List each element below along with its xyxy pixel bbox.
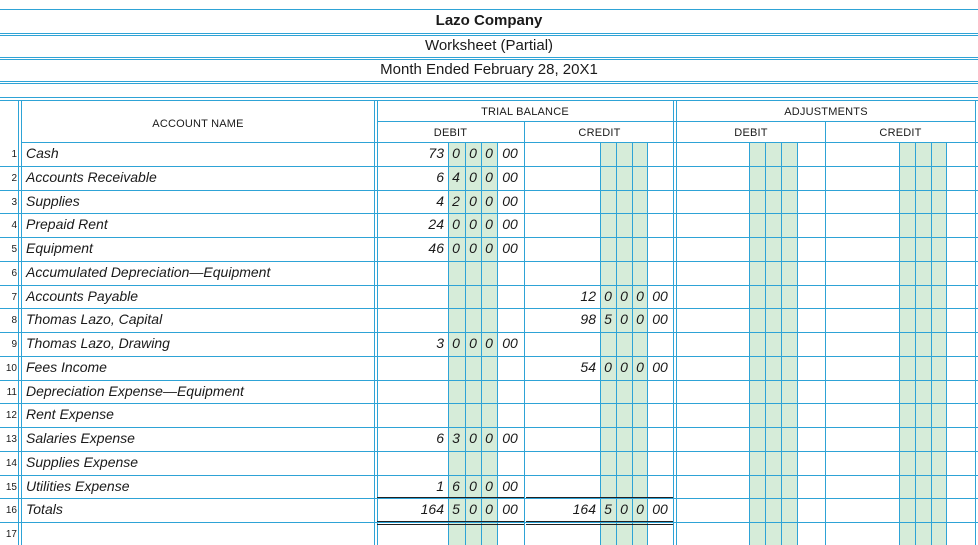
tb-debit-hundreds-digit: 0 (469, 478, 477, 494)
tb-debit-thousands: 1 (436, 478, 444, 494)
row-rule (0, 498, 978, 499)
account-name: Supplies (26, 193, 80, 209)
tb-debit-cents: 00 (502, 501, 518, 517)
tb-debit-sum-rule (377, 497, 524, 498)
tb-debit-hundreds-digit: 5 (452, 501, 460, 517)
tb-credit-thousands: 98 (580, 311, 596, 327)
account-name: Totals (26, 501, 63, 517)
account-name: Rent Expense (26, 406, 114, 422)
tb-debit-hundreds-digit: 0 (452, 216, 460, 232)
row-number: 11 (6, 387, 17, 398)
digit-rule (749, 142, 750, 545)
tb-credit-hundreds-digit: 0 (636, 501, 644, 517)
row-rule (0, 261, 978, 262)
tb-debit-hundreds-digit: 0 (469, 335, 477, 351)
account-name: Fees Income (26, 359, 107, 375)
account-name: Accounts Payable (26, 288, 139, 304)
digit-rule (647, 142, 648, 545)
tb-debit-thousands: 4 (436, 193, 444, 209)
row-rule (0, 213, 978, 214)
adjustments-header: ADJUSTMENTS (784, 106, 868, 118)
row-rule (0, 427, 978, 428)
row-number: 17 (5, 529, 17, 540)
row-rule (0, 380, 978, 381)
digit-rule (765, 142, 766, 545)
row-rule (0, 166, 978, 167)
tb-debit-thousands: 164 (420, 501, 444, 517)
tb-debit-hundreds-digit: 0 (469, 193, 477, 209)
account-name: Accounts Receivable (26, 169, 157, 185)
account-name: Depreciation Expense—Equipment (26, 383, 244, 399)
tb-debit-double-rule-2 (377, 524, 524, 525)
tb-credit-thousands: 54 (580, 359, 596, 375)
tb-credit-hundreds-digit: 0 (604, 288, 612, 304)
title-rule (0, 83, 978, 84)
tb-credit-cents: 00 (652, 311, 668, 327)
digit-rule (899, 142, 900, 545)
tb-credit-hundreds-digit: 0 (620, 501, 628, 517)
tb-credit-sum-rule (526, 497, 673, 498)
account-name: Thomas Lazo, Drawing (26, 335, 170, 351)
header-rule (0, 97, 978, 98)
account-name: Utilities Expense (26, 478, 130, 494)
tb-credit-hundreds-digit: 5 (604, 501, 612, 517)
header-bottom-rule (22, 142, 978, 143)
column-rule (673, 100, 674, 545)
header-rule (0, 100, 978, 101)
row-number: 14 (5, 458, 17, 469)
digit-band (600, 142, 647, 545)
tb-credit-cents: 00 (652, 359, 668, 375)
tb-debit-hundreds-digit: 0 (485, 335, 493, 351)
tb-debit-hundreds-digit: 0 (469, 145, 477, 161)
tb-debit-cents: 00 (502, 169, 518, 185)
row-number: 4 (11, 220, 17, 231)
row-number: 9 (11, 339, 17, 350)
account-name: Supplies Expense (26, 454, 139, 470)
row-rule (0, 308, 978, 309)
tb-debit-hundreds-digit: 3 (452, 430, 460, 446)
tb-debit-thousands: 46 (428, 240, 444, 256)
tb-debit-hundreds-digit: 0 (485, 193, 493, 209)
adj-credit-header: CREDIT (879, 127, 922, 139)
column-rule (21, 100, 22, 545)
tb-debit-hundreds-digit: 0 (469, 501, 477, 517)
column-rule (975, 100, 976, 545)
dc-divider (524, 121, 525, 545)
adj-debit-header: DEBIT (734, 127, 768, 139)
tb-credit-double-rule-2 (526, 524, 673, 525)
title-rule (0, 35, 978, 36)
digit-rule (632, 142, 633, 545)
row-number: 16 (5, 505, 17, 516)
dc-divider (825, 121, 826, 545)
row-number: 1 (11, 149, 17, 160)
row-rule (0, 237, 978, 238)
tb-credit-cents: 00 (652, 288, 668, 304)
tb-debit-cents: 00 (502, 478, 518, 494)
tb-credit-thousands: 12 (580, 288, 596, 304)
tb-credit-hundreds-digit: 0 (620, 288, 628, 304)
tb-debit-cents: 00 (502, 193, 518, 209)
row-number: 10 (5, 363, 17, 374)
row-number: 5 (11, 244, 17, 255)
row-number: 6 (11, 268, 17, 279)
digit-rule (946, 142, 947, 545)
account-name: Accumulated Depreciation—Equipment (26, 264, 271, 280)
tb-credit-hundreds-digit: 5 (604, 311, 612, 327)
title-rule (0, 9, 978, 10)
row-rule (0, 285, 978, 286)
tb-debit-hundreds-digit: 0 (485, 501, 493, 517)
tb-debit-hundreds-digit: 0 (485, 240, 493, 256)
row-number: 7 (11, 292, 17, 303)
tb-debit-cents: 00 (502, 240, 518, 256)
tb-credit-hundreds-digit: 0 (636, 288, 644, 304)
tb-debit-thousands: 6 (436, 430, 444, 446)
title-rule (0, 81, 978, 82)
tb-credit-header: CREDIT (578, 127, 621, 139)
tb-debit-hundreds-digit: 0 (452, 240, 460, 256)
column-rule (676, 100, 677, 545)
tb-debit-thousands: 73 (428, 145, 444, 161)
worksheet-title: Worksheet (Partial) (424, 37, 554, 54)
row-rule (0, 522, 978, 523)
column-rule (18, 100, 19, 545)
tb-credit-hundreds-digit: 0 (620, 311, 628, 327)
row-number: 15 (5, 482, 17, 493)
row-rule (0, 475, 978, 476)
tb-credit-hundreds-digit: 0 (604, 359, 612, 375)
row-number: 8 (11, 315, 17, 326)
digit-rule (915, 142, 916, 545)
tb-debit-hundreds-digit: 0 (485, 145, 493, 161)
tb-debit-header: DEBIT (433, 127, 468, 139)
tb-debit-hundreds-digit: 0 (485, 216, 493, 232)
tb-debit-hundreds-digit: 0 (469, 430, 477, 446)
row-number: 12 (5, 410, 17, 421)
row-number: 3 (11, 197, 17, 208)
account-name: Equipment (26, 240, 93, 256)
title-rule (0, 59, 978, 60)
tb-debit-cents: 00 (502, 145, 518, 161)
row-rule (0, 356, 978, 357)
tb-debit-double-rule-1 (377, 521, 524, 522)
tb-debit-cents: 00 (502, 335, 518, 351)
row-number: 2 (11, 173, 17, 184)
column-rule (377, 100, 378, 545)
digit-rule (616, 142, 617, 545)
period-label: Month Ended February 28, 20X1 (380, 61, 598, 78)
row-number: 13 (5, 434, 17, 445)
tb-credit-cents: 00 (652, 501, 668, 517)
account-name: Prepaid Rent (26, 216, 108, 232)
tb-debit-hundreds-digit: 0 (469, 216, 477, 232)
title-rule (0, 33, 978, 34)
tb-debit-hundreds-digit: 0 (469, 240, 477, 256)
digit-band (899, 142, 946, 545)
tb-debit-hundreds-digit: 0 (485, 430, 493, 446)
tb-credit-hundreds-digit: 0 (636, 311, 644, 327)
tb-credit-hundreds-digit: 0 (636, 359, 644, 375)
row-rule (0, 451, 978, 452)
digit-rule (600, 142, 601, 545)
account-name-header: ACCOUNT NAME (152, 118, 244, 130)
account-name: Cash (26, 145, 59, 161)
tb-credit-thousands: 164 (572, 501, 596, 517)
account-name: Thomas Lazo, Capital (26, 311, 163, 327)
tb-debit-hundreds-digit: 0 (485, 478, 493, 494)
row-rule (0, 190, 978, 191)
row-rule (0, 332, 978, 333)
tb-debit-hundreds-digit: 0 (452, 145, 460, 161)
trial-balance-header: TRIAL BALANCE (481, 106, 569, 118)
title-rule (0, 57, 978, 58)
tb-debit-thousands: 3 (436, 335, 444, 351)
company-name: Lazo Company (435, 12, 543, 29)
tb-credit-hundreds-digit: 0 (620, 359, 628, 375)
digit-band (749, 142, 797, 545)
digit-rule (797, 142, 798, 545)
digit-rule (931, 142, 932, 545)
tb-debit-hundreds-digit: 0 (452, 335, 460, 351)
tb-debit-hundreds-digit: 0 (469, 169, 477, 185)
tb-credit-double-rule-1 (526, 521, 673, 522)
tb-debit-thousands: 6 (436, 169, 444, 185)
account-name: Salaries Expense (26, 430, 135, 446)
digit-rule (781, 142, 782, 545)
row-rule (0, 403, 978, 404)
tb-debit-hundreds-digit: 2 (452, 193, 460, 209)
tb-debit-hundreds-digit: 0 (485, 169, 493, 185)
tb-debit-cents: 00 (502, 430, 518, 446)
tb-debit-thousands: 24 (428, 216, 444, 232)
column-rule (374, 100, 375, 545)
tb-debit-hundreds-digit: 6 (452, 478, 460, 494)
tb-debit-hundreds-digit: 4 (452, 169, 460, 185)
tb-debit-cents: 00 (502, 216, 518, 232)
